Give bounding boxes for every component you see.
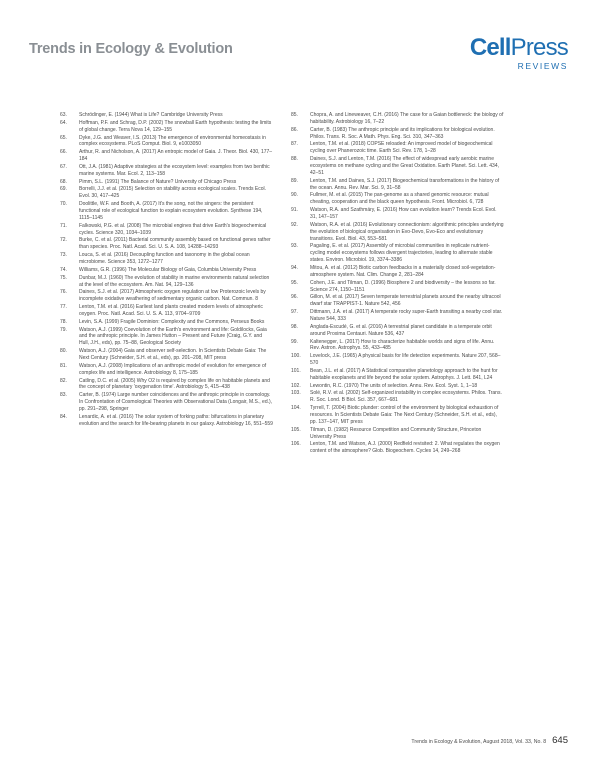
reference-number: 83.	[60, 392, 67, 399]
reference-item	[291, 127, 504, 141]
reference-text: Dittmann, J.A. et al. (2017) A temperate rocky super-Earth transiting a nearby cool star. Nature 544, 333	[310, 309, 503, 323]
reference-text: Anglada-Escudé, G. et al. (2016) A terrestrial planet candidate in a temperate orbit around Proxima Centauri. Nature 536, 437	[310, 323, 492, 337]
reference-number: 80.	[60, 348, 67, 355]
reference-number: 99.	[291, 338, 298, 345]
reference-number: 76.	[60, 289, 67, 296]
reference-number: 94.	[291, 265, 298, 272]
reference-item	[60, 112, 273, 119]
reference-text: Solé, R.V. et al. (2002) Self-organized instability in complex ecosystems. Philos. Trans. R. Soc. Lond. B Biol. Sci. 357, 667–681	[310, 390, 502, 404]
reference-item	[291, 192, 504, 206]
reference-text: Mitou, A. et al. (2012) Biotic carbon feedbacks in a materially closed soil-vegetation-atmosphere system. Nat. Clim. Change 2, 281–284	[310, 265, 496, 278]
reference-item	[60, 252, 273, 266]
reference-text: Watson, R.A. et al. (2016) Evolutionary connectionism: algorithmic principles underlying the evolution of biological organisation in Evo-Devo, Evo-Eco and evolutionary transitions. Evol. Biol. 43, 553–581	[310, 221, 504, 242]
cellpress-logo	[470, 36, 568, 71]
reference-text: Borrelli, J.J. et al. (2015) Selection on stability across ecological scales. Trends Ecol. Evol. 30, 417–425	[79, 186, 267, 200]
reference-item	[60, 164, 273, 178]
reference-number: 72.	[60, 237, 67, 244]
reference-text: Watson, A.J. (2008) Implications of an anthropic model of evolution for emergence of complex life and intelligence. Astrobiology 8, 175–185	[79, 362, 267, 376]
page-number: 645	[552, 735, 568, 746]
reference-text: Kaltenegger, L. (2017) How to characterize habitable worlds and signs of life. Annu. Rev. Astron. Astrophys. 55, 433–485	[310, 338, 495, 352]
reference-number: 85.	[291, 112, 298, 118]
reference-item	[60, 289, 273, 303]
reference-number: 97.	[291, 309, 298, 316]
reference-text: Bean, J.L. et al. (2017) A Statistical comparative planetology approach to the hunt for habitable exoplanets and life beyond the solar system. Astrophys. J. Lett. 841, L24	[310, 367, 498, 381]
reference-text: Lewontin, R.C. (1970) The units of selection. Annu. Rev. Ecol. Syst. 1, 1–18	[310, 382, 478, 389]
reference-number: 64.	[60, 119, 67, 126]
reference-item	[60, 179, 273, 186]
reference-item	[291, 112, 504, 126]
reference-number: 84.	[60, 413, 67, 420]
reference-text: Ott, J.A. (1981) Adaptive strategies at the ecosystem level: examples from two benthic marine systems. Mar. Ecol. 2, 113–158	[79, 163, 270, 177]
reference-number: 92.	[291, 221, 298, 228]
reference-item	[60, 120, 273, 134]
reference-number: 70.	[60, 201, 67, 208]
reference-text: Carter, B. (1983) The anthropic principle and its implications for biological evolution. Philos. Trans. R. Soc. A Math. Phys. Eng. Sci. 310, 347–363	[310, 126, 495, 140]
reference-number: 69.	[60, 186, 67, 193]
reference-text: Tyrrell, T. (2004) Biotic plunder: control of the environment by biological exhaustion of resources. In Scientists Debate Gaia: The Next Century (Schneider, S.H. et al., eds), pp. 137–147, MIT press	[310, 405, 499, 425]
brand-light: Press	[510, 34, 568, 61]
reference-item	[60, 327, 273, 348]
journal-title: Trends in Ecology & Evolution	[29, 41, 233, 57]
reference-number: 63.	[60, 112, 67, 118]
reference-number: 67.	[60, 163, 67, 170]
reference-text: Tilman, D. (1982) Resource Competition and Community Structure, Princeton University Press	[310, 426, 482, 440]
reference-text: Pimm, S.L. (1991) The Balance of Nature? University of Chicago Press	[79, 178, 237, 185]
reference-text: Catling, D.C. et al. (2005) Why O2 is required by complex life on habitable planets and the concept of planetary 'oxygenation time'. Astrobiology 5, 415–438	[79, 377, 270, 391]
reference-number: 100.	[291, 353, 301, 360]
reference-item	[291, 280, 504, 294]
reference-number: 71.	[60, 222, 67, 229]
reference-text: Dyke, J.G. and Weaver, I.S. (2013) The emergence of environmental homeostasis in complex ecosystems. PLoS Comput. Biol. 9, e1003050	[79, 134, 266, 148]
reference-text: Lenton, T.M. et al. (2016) Earliest land plants created modern levels of atmospheric oxygen. Proc. Natl. Acad. Sci. U. S. A. 113, 9704–9709	[79, 304, 263, 317]
reference-item	[291, 309, 504, 323]
reference-number: 66.	[60, 149, 67, 156]
reference-item	[291, 294, 504, 308]
reference-item	[291, 324, 504, 338]
reference-number: 73.	[60, 252, 67, 259]
brand-subtitle: REVIEWS	[517, 61, 568, 71]
references-left-column	[60, 112, 273, 429]
reference-text: Watson, R.A. and Szathmáry, E. (2016) How can evolution learn? Trends Ecol. Evol. 31, 147–157	[310, 207, 497, 221]
reference-text: Watson, A.J. (1999) Coevolution of the Earth's environment and life: Goldilocks, Gaia and the anthropic principle. In James Hutton – Present and Future (Craig, G.Y. and Hull, J.H., eds), pp. 75–88, Geological Society	[79, 326, 267, 347]
reference-item	[291, 368, 504, 382]
reference-item	[291, 339, 504, 353]
reference-number: 78.	[60, 318, 67, 325]
reference-text: Dunbar, M.J. (1960) The evolution of stability in marine environments natural selection at the level of the ecosystem. Am. Nat. 94, 129–136	[79, 274, 270, 288]
reference-number: 65.	[60, 134, 67, 141]
reference-text: Lenton, T.M. and Watson, A.J. (2000) Redfield revisited: 2. What regulates the oxygen content of the atmosphere? Glob. Biogeochem. Cycles 14, 249–268	[310, 441, 500, 455]
reference-item	[60, 414, 273, 428]
reference-item	[291, 353, 504, 367]
reference-item	[291, 427, 504, 441]
reference-text: Lenton, T.M. et al. (2018) COPSE reloaded: An improved model of biogeochemical cycling over Phanerozoic time. Earth Sci. Rev. 178, 1–28	[310, 141, 493, 155]
reference-text: Falkowski, P.G. et al. (2008) The microbial engines that drive Earth's biogeochemical cycles. Science 320, 1034–1039	[79, 222, 267, 236]
reference-item	[60, 135, 273, 149]
reference-number: 74.	[60, 266, 67, 273]
reference-item	[60, 378, 273, 392]
reference-text: Arthur, R. and Nicholson, A. (2017) An entropic model of Gaia. J. Theor. Biol. 430, 177–184	[79, 149, 273, 163]
reference-number: 75.	[60, 274, 67, 281]
reference-text: Carter, B. (1974) Large number coincidences and the anthropic principle in cosmology. In Confrontation of Cosmological Theories with Observational Data (Longair, M.S., ed.), pp. 291–298, Springer	[79, 392, 273, 413]
reference-number: 77.	[60, 304, 67, 311]
reference-text: Fullmer, M. et al. (2015) The pan-genome as a shared genomic resource: mutual cheating, cooperation and the black queen hypothesis. Front. Microbiol. 6, 728	[310, 192, 489, 206]
reference-item	[60, 392, 273, 413]
reference-number: 101.	[291, 367, 301, 374]
reference-item	[60, 348, 273, 362]
reference-item	[291, 141, 504, 155]
reference-text: Pagaling, E. et al. (2017) Assembly of microbial communities in replicate nutrient-cycling model ecosystems follows divergent trajectories, leading to alternate stable states. Environ. Microbiol. 19, 3374–3386	[310, 243, 493, 264]
reference-text: Schrödinger, E. (1944) What is Life? Cambridge University Press	[79, 112, 223, 118]
reference-number: 68.	[60, 178, 67, 185]
reference-item	[291, 265, 504, 279]
reference-text: Levin, S.A. (1999) Fragile Dominion: Complexity and the Commons, Perseus Books	[79, 318, 265, 325]
reference-item	[291, 441, 504, 455]
reference-number: 82.	[60, 377, 67, 384]
reference-number: 81.	[60, 362, 67, 369]
reference-number: 91.	[291, 207, 298, 214]
reference-text: Lenardic, A. et al. (2016) The solar system of forking paths: bifurcations in planetary evolution and the search for life-bearing planets in our galaxy. Astrobiology 16, 551–559	[79, 413, 273, 427]
footer-citation: Trends in Ecology & Evolution, August 2018, Vol. 33, No. 8	[411, 739, 547, 745]
reference-item	[291, 243, 504, 264]
reference-text: Lovelock, J.E. (1965) A physical basis for life detection experiments. Nature 207, 568–570	[310, 353, 501, 367]
reference-number: 105.	[291, 426, 301, 433]
reference-text: Williams, G.R. (1996) The Molecular Biology of Gaia, Columbia University Press	[79, 266, 257, 273]
reference-number: 95.	[291, 279, 298, 286]
reference-text: Gillon, M. et al. (2017) Seven temperate terrestrial planets around the nearby ultracool dwarf star TRAPPIST-1. Nature 542, 456	[310, 294, 501, 308]
reference-item	[60, 319, 273, 326]
reference-number: 106.	[291, 441, 301, 448]
brand-name	[470, 36, 568, 60]
reference-text: Daines, S.J. and Lenton, T.M. (2016) The effect of widespread early aerobic marine ecosystems on methane cycling and the Great Oxidation. Earth Planet. Sci. Lett. 434, 42–51	[310, 156, 499, 176]
reference-text: Lenton, T.M. and Daines, S.J. (2017) Biogeochemical transformations in the history of the ocean. Annu. Rev. Mar. Sci. 9, 31–58	[310, 177, 500, 191]
reference-item	[60, 223, 273, 237]
reference-number: 96.	[291, 294, 298, 301]
page-footer	[411, 735, 568, 746]
reference-text: Cohen, J.E. and Tilman, D. (1996) Biosphere 2 and biodiversity – the lessons so far. Science 274, 1150–1151	[310, 279, 496, 293]
reference-item	[60, 363, 273, 377]
reference-number: 98.	[291, 323, 298, 330]
brand-bold: Cell	[469, 34, 511, 61]
reference-item	[291, 156, 504, 177]
reference-item	[291, 222, 504, 243]
reference-item	[60, 237, 273, 251]
reference-number: 104.	[291, 405, 301, 412]
reference-text: Doolittle, W.F. and Booth, A. (2017) It's the song, not the singers: the persistent functional role of ecological function to explain ecosystem evolution. Synthese 194, 1115–1145	[79, 201, 263, 221]
reference-number: 86.	[291, 126, 298, 133]
reference-number: 89.	[291, 177, 298, 184]
reference-item	[291, 207, 504, 221]
reference-text: Hoffman, P.F. and Schrag, D.P. (2002) The snowball Earth hypothesis: testing the limits of global change. Terra Nova 14, 129–155	[79, 119, 272, 133]
reference-item	[60, 267, 273, 274]
reference-text: Burke, C. et al. (2011) Bacterial community assembly based on functional genes rather than species. Proc. Natl. Acad. Sci. U. S. A. 108, 14288–14293	[79, 237, 271, 251]
reference-number: 90.	[291, 192, 298, 199]
reference-item	[291, 383, 504, 390]
reference-item	[291, 390, 504, 404]
references-right-column	[291, 112, 504, 456]
reference-number: 88.	[291, 156, 298, 163]
reference-item	[60, 186, 273, 200]
reference-item	[60, 149, 273, 163]
reference-item	[60, 304, 273, 318]
reference-text: Louca, S. et al. (2016) Decoupling function and taxonomy in the global ocean microbiome. Science 353, 1272–1277	[79, 252, 250, 266]
reference-text: Watson, A.J. (2004) Gaia and observer self-selection. In Scientists Debate Gaia: The Next Century (Schneider, S.H. et al., eds), pp. 201–208, MIT press	[79, 348, 267, 362]
reference-number: 87.	[291, 141, 298, 148]
reference-item	[60, 275, 273, 289]
reference-number: 93.	[291, 243, 298, 250]
reference-item	[291, 405, 504, 426]
reference-item	[291, 178, 504, 192]
reference-number: 102.	[291, 382, 301, 389]
reference-number: 79.	[60, 326, 67, 333]
reference-text: Chopra, A. and Lineweaver, C.H. (2016) The case for a Gaian bottleneck: the biology of habitability. Astrobiology 16, 7–22	[310, 112, 504, 125]
reference-number: 103.	[291, 390, 301, 397]
reference-text: Daines, S.J. et al. (2017) Atmospheric oxygen regulation at low Proterozoic levels by incomplete oxidative weathering of sedimentary organic carbon. Nat. Commun. 8	[79, 289, 266, 303]
reference-item	[60, 201, 273, 222]
